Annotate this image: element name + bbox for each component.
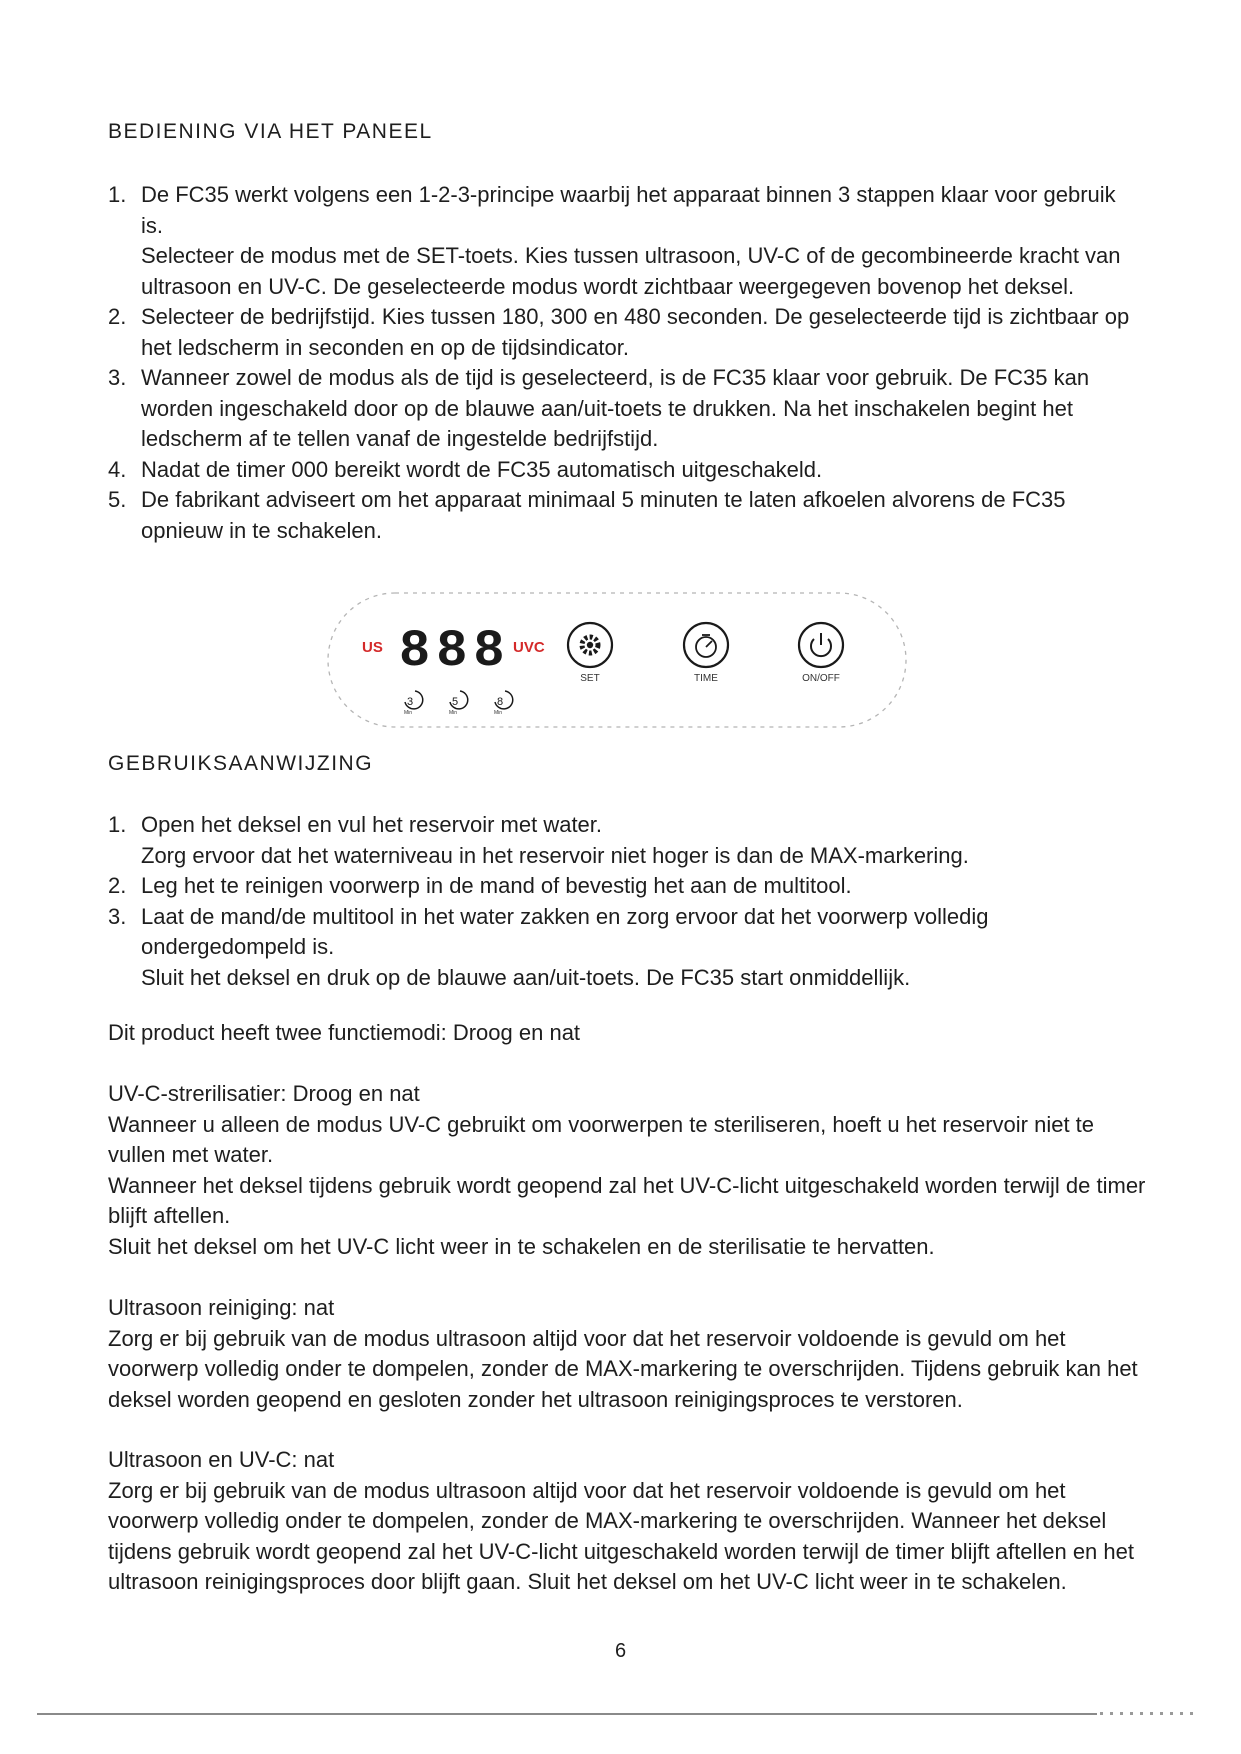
onoff-button[interactable] — [799, 623, 843, 684]
list-number: 2. — [108, 873, 127, 898]
block-paragraph: Zorg er bij gebruik van de modus ultrasoon altijd voor dat het reservoir voldoende is gevuld om het voorwerp volledig onder te dompelen, zonder de MAX-markering te overschrijden. Wanneer het deksel tijdens gebruik wordt geopend zal het UV-C-licht uitgeschakeld worden terwijl de timer blijft aftellen en het ultrasoon reinigingsproces door blijft gaan. Sluit het deksel om het UV-C licht weer in te schakelen. — [108, 1477, 1134, 1594]
list-item — [108, 485, 1138, 546]
time-button[interactable] — [684, 623, 728, 684]
list-number: 5. — [108, 487, 127, 512]
timer-indicator-8 — [494, 691, 513, 716]
footer-dots — [1100, 1712, 1200, 1715]
svg-text:Min: Min — [449, 710, 458, 716]
block-title: UV-C-strerilisatier: Droog en nat — [108, 1081, 420, 1106]
modes-intro: Dit product heeft twee functiemodi: Droog en nat — [108, 1020, 581, 1045]
onoff-label: ON/OFF — [802, 673, 840, 684]
list-paragraph: Nadat de timer 000 bereikt wordt de FC35 automatisch uitgeschakeld. — [141, 456, 823, 482]
svg-text:Min: Min — [494, 710, 503, 716]
uvc-label: UVC — [513, 639, 545, 656]
list-paragraph: Wanneer zowel de modus als de tijd is geselecteerd, is de FC35 klaar voor gebruik. De FC35 kan worden ingeschakeld door op de blauwe aan/uit-toets te drukken. Na het inschakelen begint het ledscherm af te tellen vanaf de ingestelde bedrijfstijd. — [141, 365, 1090, 451]
block-paragraph: Zorg er bij gebruik van de modus ultrasoon altijd voor dat het reservoir voldoende is gevuld om het voorwerp volledig onder te dompelen, zonder de MAX-markering te overschrijden. Tijdens gebruik kan het deksel worden geopend en gesloten zonder het ultrasoon reinigingsproces te verstoren. — [108, 1325, 1138, 1412]
section-heading-panel: BEDIENING VIA HET PANEEL — [108, 120, 433, 143]
set-button[interactable] — [568, 623, 612, 684]
set-label: SET — [580, 673, 600, 684]
list-number: 2. — [108, 304, 127, 329]
list-item — [108, 810, 1138, 871]
uvc-mode-block — [108, 1079, 1148, 1262]
list-paragraph: Laat de mand/de multitool in het water zakken en zorg ervoor dat het voorwerp volledig ondergedompeld is. — [141, 903, 989, 959]
block-title: Ultrasoon en UV-C: nat — [108, 1447, 335, 1472]
timer-indicator-5 — [449, 691, 468, 716]
list-paragraph: De fabrikant adviseert om het apparaat minimaal 5 minuten te laten afkoelen alvorens de FC35 opnieuw in te schakelen. — [141, 487, 1066, 543]
list-item — [108, 455, 1138, 486]
list-number: 3. — [108, 365, 127, 390]
ultrasonic-mode-block — [108, 1293, 1148, 1415]
panel-instructions-list — [108, 180, 1138, 546]
svg-text:Min: Min — [404, 710, 413, 716]
list-paragraph: Selecteer de modus met de SET-toets. Kies tussen ultrasoon, UV-C of de gecombineerde kracht van ultrasoon en UV-C. De geselecteerde modus wordt zichtbaar weergegeven bovenop het deksel. — [141, 243, 1121, 299]
svg-text:3: 3 — [407, 696, 414, 708]
list-paragraph: Selecteer de bedrijfstijd. Kies tussen 180, 300 en 480 seconden. De geselecteerde tijd is zichtbaar op het ledscherm in seconden en op de tijdsindicator. — [141, 304, 1130, 360]
time-label: TIME — [694, 673, 718, 684]
list-number: 1. — [108, 182, 127, 207]
list-number: 4. — [108, 456, 127, 482]
combined-mode-block — [108, 1445, 1148, 1598]
control-panel-illustration — [325, 590, 910, 732]
led-display: 888 — [399, 622, 511, 681]
list-number: 3. — [108, 903, 127, 929]
list-paragraph: Zorg ervoor dat het waterniveau in het reservoir niet hoger is dan de MAX-markering. — [141, 842, 969, 868]
list-paragraph: Leg het te reinigen voorwerp in de mand of bevestig het aan de multitool. — [141, 873, 852, 898]
section-heading-usage: GEBRUIKSAANWIJZING — [108, 752, 374, 775]
list-item — [108, 363, 1138, 455]
us-label: US — [362, 639, 383, 656]
block-paragraph: Sluit het deksel om het UV-C licht weer in te schakelen en de sterilisatie te hervatten. — [108, 1233, 935, 1259]
footer-rule — [37, 1713, 1097, 1715]
list-paragraph: De FC35 werkt volgens een 1-2-3-principe waarbij het apparaat binnen 3 stappen klaar voor gebruik is. — [141, 182, 1116, 238]
page-number: 6 — [614, 1640, 627, 1662]
usage-instructions-list — [108, 810, 1138, 993]
timer-indicator-3 — [404, 691, 423, 716]
block-paragraph: Wanneer u alleen de modus UV-C gebruikt om voorwerpen te steriliseren, hoeft u het reservoir niet te vullen met water. — [108, 1111, 1095, 1167]
list-item — [108, 302, 1138, 363]
list-item — [108, 902, 1138, 994]
list-paragraph: Sluit het deksel en druk op de blauwe aan/uit-toets. De FC35 start onmiddellijk. — [141, 964, 911, 990]
svg-text:8: 8 — [497, 696, 504, 708]
list-item — [108, 871, 1138, 902]
block-title: Ultrasoon reiniging: nat — [108, 1295, 335, 1320]
list-number: 1. — [108, 812, 127, 837]
list-item — [108, 180, 1138, 302]
svg-text:5: 5 — [452, 696, 459, 708]
block-paragraph: Wanneer het deksel tijdens gebruik wordt geopend zal het UV-C-licht uitgeschakeld worden terwijl de timer blijft aftellen. — [108, 1172, 1146, 1228]
list-paragraph: Open het deksel en vul het reservoir met water. — [141, 812, 603, 837]
